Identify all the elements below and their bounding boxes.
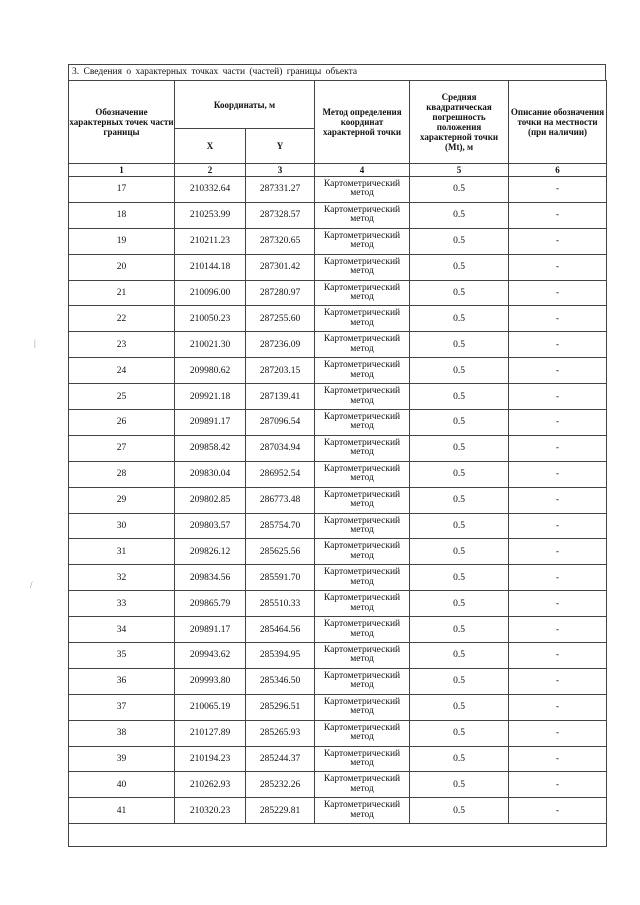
coord-y: 286952.54 xyxy=(246,461,315,487)
method-cell: Картометрический метод xyxy=(315,461,410,487)
description-cell: - xyxy=(509,254,607,280)
coord-y: 285346.50 xyxy=(246,668,315,694)
table-row xyxy=(69,513,607,539)
method-cell: Картометрический метод xyxy=(315,410,410,436)
method-cell: Картометрический метод xyxy=(315,280,410,306)
point-number: 39 xyxy=(69,746,175,772)
coord-y: 285591.70 xyxy=(246,565,315,591)
coord-x: 210332.64 xyxy=(175,177,246,203)
margin-mark: | xyxy=(34,338,36,348)
point-number: 20 xyxy=(69,254,175,280)
table-row xyxy=(69,694,607,720)
point-number: 32 xyxy=(69,565,175,591)
table-row xyxy=(69,410,607,436)
coord-x: 210050.23 xyxy=(175,306,246,332)
accuracy-cell: 0.5 xyxy=(410,513,509,539)
accuracy-cell: 0.5 xyxy=(410,228,509,254)
description-cell: - xyxy=(509,513,607,539)
coord-y: 287139.41 xyxy=(246,384,315,410)
method-cell: Картометрический метод xyxy=(315,332,410,358)
accuracy-cell: 0.5 xyxy=(410,617,509,643)
description-cell: - xyxy=(509,565,607,591)
column-number: 6 xyxy=(509,164,607,177)
boundary-points-table xyxy=(68,80,607,847)
coord-x: 209826.12 xyxy=(175,539,246,565)
accuracy-cell: 0.5 xyxy=(410,461,509,487)
method-cell: Картометрический метод xyxy=(315,435,410,461)
coord-y: 287331.27 xyxy=(246,177,315,203)
description-cell: - xyxy=(509,461,607,487)
column-numbers-row xyxy=(69,164,607,177)
header-row xyxy=(69,81,607,129)
table-row xyxy=(69,435,607,461)
coord-x: 209980.62 xyxy=(175,358,246,384)
description-cell: - xyxy=(509,410,607,436)
method-cell: Картометрический метод xyxy=(315,306,410,332)
coord-x: 209834.56 xyxy=(175,565,246,591)
accuracy-cell: 0.5 xyxy=(410,435,509,461)
table-row xyxy=(69,591,607,617)
table-row xyxy=(69,746,607,772)
coord-y: 287203.15 xyxy=(246,358,315,384)
point-number: 17 xyxy=(69,177,175,203)
coord-y: 285244.37 xyxy=(246,746,315,772)
coord-y: 285510.33 xyxy=(246,591,315,617)
column-number: 3 xyxy=(246,164,315,177)
table-row xyxy=(69,772,607,798)
coord-x: 209921.18 xyxy=(175,384,246,410)
method-cell: Картометрический метод xyxy=(315,746,410,772)
accuracy-cell: 0.5 xyxy=(410,643,509,669)
column-number: 1 xyxy=(69,164,175,177)
coord-y: 286773.48 xyxy=(246,487,315,513)
method-cell: Картометрический метод xyxy=(315,513,410,539)
description-cell: - xyxy=(509,539,607,565)
point-number: 23 xyxy=(69,332,175,358)
method-cell: Картометрический метод xyxy=(315,643,410,669)
method-cell: Картометрический метод xyxy=(315,565,410,591)
point-number: 25 xyxy=(69,384,175,410)
accuracy-cell: 0.5 xyxy=(410,668,509,694)
accuracy-cell: 0.5 xyxy=(410,746,509,772)
point-number: 24 xyxy=(69,358,175,384)
empty-footer-row xyxy=(69,824,607,847)
description-cell: - xyxy=(509,228,607,254)
point-number: 28 xyxy=(69,461,175,487)
coord-y: 287034.94 xyxy=(246,435,315,461)
point-number: 40 xyxy=(69,772,175,798)
point-number: 35 xyxy=(69,643,175,669)
description-cell: - xyxy=(509,720,607,746)
point-number: 36 xyxy=(69,668,175,694)
method-cell: Картометрический метод xyxy=(315,254,410,280)
accuracy-cell: 0.5 xyxy=(410,384,509,410)
header-accuracy: Средняя квадратическая погрешность положения характерной точки (Мt), м xyxy=(410,81,509,164)
table-row xyxy=(69,332,607,358)
header-y: Y xyxy=(246,129,315,164)
header-method: Метод определения координат характерной точки xyxy=(315,81,410,164)
accuracy-cell: 0.5 xyxy=(410,280,509,306)
table-row xyxy=(69,358,607,384)
column-number: 5 xyxy=(410,164,509,177)
coord-x: 210262.93 xyxy=(175,772,246,798)
coord-y: 287236.09 xyxy=(246,332,315,358)
description-cell: - xyxy=(509,617,607,643)
coord-x: 210144.18 xyxy=(175,254,246,280)
coord-x: 209891.17 xyxy=(175,617,246,643)
header-x: X xyxy=(175,129,246,164)
document-sheet xyxy=(68,64,606,847)
point-number: 33 xyxy=(69,591,175,617)
coord-x: 210127.89 xyxy=(175,720,246,746)
coord-x: 210253.99 xyxy=(175,202,246,228)
method-cell: Картометрический метод xyxy=(315,539,410,565)
point-number: 19 xyxy=(69,228,175,254)
table-row xyxy=(69,720,607,746)
accuracy-cell: 0.5 xyxy=(410,487,509,513)
table-row xyxy=(69,798,607,824)
method-cell: Картометрический метод xyxy=(315,384,410,410)
point-number: 22 xyxy=(69,306,175,332)
coord-x: 209858.42 xyxy=(175,435,246,461)
accuracy-cell: 0.5 xyxy=(410,591,509,617)
coord-x: 210194.23 xyxy=(175,746,246,772)
coord-y: 285464.56 xyxy=(246,617,315,643)
method-cell: Картометрический метод xyxy=(315,798,410,824)
coord-y: 285229.81 xyxy=(246,798,315,824)
method-cell: Картометрический метод xyxy=(315,617,410,643)
coord-x: 209803.57 xyxy=(175,513,246,539)
coord-x: 210211.23 xyxy=(175,228,246,254)
description-cell: - xyxy=(509,332,607,358)
method-cell: Картометрический метод xyxy=(315,228,410,254)
accuracy-cell: 0.5 xyxy=(410,202,509,228)
description-cell: - xyxy=(509,694,607,720)
point-number: 31 xyxy=(69,539,175,565)
description-cell: - xyxy=(509,306,607,332)
table-row xyxy=(69,280,607,306)
table-row xyxy=(69,177,607,203)
header-coordinates: Координаты, м xyxy=(175,81,315,129)
accuracy-cell: 0.5 xyxy=(410,720,509,746)
method-cell: Картометрический метод xyxy=(315,772,410,798)
margin-mark: / xyxy=(30,580,33,590)
description-cell: - xyxy=(509,358,607,384)
coord-x: 209802.85 xyxy=(175,487,246,513)
coord-y: 287280.97 xyxy=(246,280,315,306)
coord-x: 210320.23 xyxy=(175,798,246,824)
coord-x: 210096.00 xyxy=(175,280,246,306)
coord-y: 285232.26 xyxy=(246,772,315,798)
coord-x: 210021.30 xyxy=(175,332,246,358)
table-row xyxy=(69,202,607,228)
accuracy-cell: 0.5 xyxy=(410,358,509,384)
header-description: Описание обозначения точки на местности (при наличии) xyxy=(509,81,607,164)
table-row xyxy=(69,384,607,410)
table-row xyxy=(69,306,607,332)
point-number: 29 xyxy=(69,487,175,513)
table-row xyxy=(69,643,607,669)
table-row xyxy=(69,565,607,591)
coord-x: 209830.04 xyxy=(175,461,246,487)
accuracy-cell: 0.5 xyxy=(410,410,509,436)
coord-y: 287301.42 xyxy=(246,254,315,280)
description-cell: - xyxy=(509,591,607,617)
coord-y: 287320.65 xyxy=(246,228,315,254)
description-cell: - xyxy=(509,643,607,669)
description-cell: - xyxy=(509,280,607,306)
point-number: 30 xyxy=(69,513,175,539)
method-cell: Картометрический метод xyxy=(315,177,410,203)
header-designation: Обозначение характерных точек части границы xyxy=(69,81,175,164)
coord-y: 285296.51 xyxy=(246,694,315,720)
description-cell: - xyxy=(509,746,607,772)
coord-x: 209993.80 xyxy=(175,668,246,694)
point-number: 37 xyxy=(69,694,175,720)
description-cell: - xyxy=(509,177,607,203)
accuracy-cell: 0.5 xyxy=(410,254,509,280)
accuracy-cell: 0.5 xyxy=(410,772,509,798)
point-number: 34 xyxy=(69,617,175,643)
table-row xyxy=(69,487,607,513)
accuracy-cell: 0.5 xyxy=(410,177,509,203)
table-body xyxy=(69,177,607,824)
accuracy-cell: 0.5 xyxy=(410,306,509,332)
method-cell: Картометрический метод xyxy=(315,720,410,746)
description-cell: - xyxy=(509,487,607,513)
coord-y: 285394.95 xyxy=(246,643,315,669)
table-row xyxy=(69,461,607,487)
point-number: 38 xyxy=(69,720,175,746)
column-number: 2 xyxy=(175,164,246,177)
table-row xyxy=(69,228,607,254)
description-cell: - xyxy=(509,384,607,410)
coord-x: 209865.79 xyxy=(175,591,246,617)
point-number: 18 xyxy=(69,202,175,228)
table-row xyxy=(69,617,607,643)
column-number: 4 xyxy=(315,164,410,177)
coord-x: 210065.19 xyxy=(175,694,246,720)
accuracy-cell: 0.5 xyxy=(410,539,509,565)
description-cell: - xyxy=(509,435,607,461)
table-row xyxy=(69,254,607,280)
method-cell: Картометрический метод xyxy=(315,694,410,720)
accuracy-cell: 0.5 xyxy=(410,332,509,358)
description-cell: - xyxy=(509,202,607,228)
coord-x: 209891.17 xyxy=(175,410,246,436)
accuracy-cell: 0.5 xyxy=(410,798,509,824)
point-number: 41 xyxy=(69,798,175,824)
table-row xyxy=(69,668,607,694)
point-number: 21 xyxy=(69,280,175,306)
coord-y: 285625.56 xyxy=(246,539,315,565)
point-number: 27 xyxy=(69,435,175,461)
point-number: 26 xyxy=(69,410,175,436)
coord-y: 287328.57 xyxy=(246,202,315,228)
coord-y: 285265.93 xyxy=(246,720,315,746)
coord-x: 209943.62 xyxy=(175,643,246,669)
description-cell: - xyxy=(509,772,607,798)
accuracy-cell: 0.5 xyxy=(410,694,509,720)
method-cell: Картометрический метод xyxy=(315,358,410,384)
coord-y: 287255.60 xyxy=(246,306,315,332)
coord-y: 285754.70 xyxy=(246,513,315,539)
accuracy-cell: 0.5 xyxy=(410,565,509,591)
coord-y: 287096.54 xyxy=(246,410,315,436)
method-cell: Картометрический метод xyxy=(315,668,410,694)
method-cell: Картометрический метод xyxy=(315,202,410,228)
method-cell: Картометрический метод xyxy=(315,487,410,513)
section-title: 3. Сведения о характерных точках части (частей) границы объекта xyxy=(68,64,606,80)
description-cell: - xyxy=(509,668,607,694)
empty-cell xyxy=(69,824,607,847)
table-row xyxy=(69,539,607,565)
description-cell: - xyxy=(509,798,607,824)
method-cell: Картометрический метод xyxy=(315,591,410,617)
